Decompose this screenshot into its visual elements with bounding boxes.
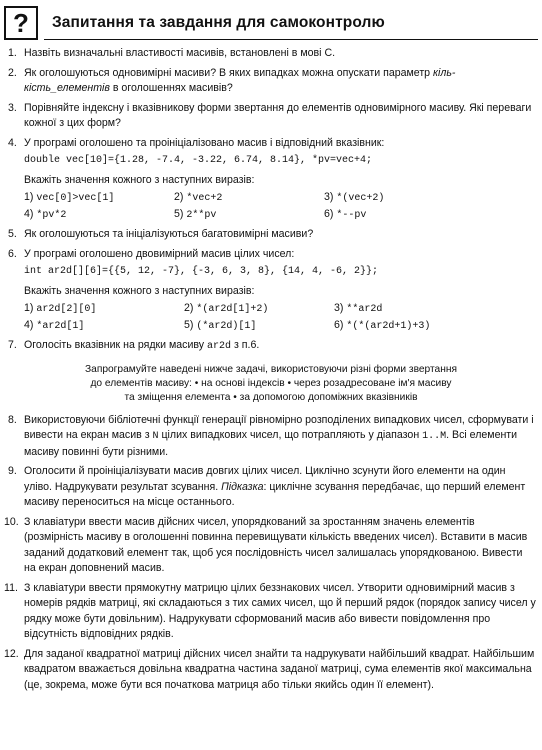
option-expr: *(ar2d[1]+2) bbox=[196, 304, 269, 315]
question-text: У програмі оголошено двовимірний масив цілих чисел: bbox=[24, 247, 295, 260]
expression-options bbox=[0, 190, 542, 223]
question-text: Порівняйте індексну і вказівникову форми звертання до елементів одновимірного масиву. Які переваги кожної з цих форм? bbox=[24, 101, 532, 129]
prompt-text: Вкажіть значення кожного з наступних виразів: bbox=[24, 173, 255, 186]
option-item bbox=[184, 318, 334, 335]
question-text: з п.6. bbox=[231, 339, 260, 351]
question-item bbox=[0, 101, 542, 132]
question-number: 3. bbox=[8, 101, 17, 114]
option-number: 4) bbox=[24, 318, 34, 331]
question-number: 1. bbox=[8, 47, 17, 59]
task-number: 10. bbox=[4, 515, 19, 528]
question-text: Як оголошуються одновимірні масиви? В яких випадках можна опускати параметр bbox=[24, 66, 434, 79]
code-term: N bbox=[152, 431, 159, 442]
option-expr: *--pv bbox=[336, 209, 367, 221]
code-term: 1..M bbox=[422, 431, 447, 442]
option-expr: vec[0]>vec[1] bbox=[36, 193, 115, 204]
option-number: 1) bbox=[24, 302, 34, 314]
option-item bbox=[184, 301, 334, 318]
question-item bbox=[0, 227, 542, 243]
option-number: 5) bbox=[174, 207, 184, 220]
option-expr: *ar2d[1] bbox=[36, 320, 85, 332]
section-header bbox=[4, 6, 538, 42]
question-number: 7. bbox=[8, 339, 17, 351]
parameter-term: кіль- кість_елементів bbox=[24, 66, 456, 94]
question-item bbox=[0, 338, 542, 355]
question-number: 6. bbox=[8, 247, 17, 260]
task-item bbox=[0, 515, 542, 577]
option-expr: *(*(ar2d+1)+3) bbox=[346, 320, 431, 332]
prompt-text: Вкажіть значення кожного з наступних виразів: bbox=[24, 284, 255, 297]
questions-list bbox=[0, 46, 542, 697]
option-expr: ar2d[2][0] bbox=[36, 304, 97, 315]
option-number: 2) bbox=[174, 191, 184, 203]
note-line: до елементів масиву: • на основі індексів • через розадресоване ім'я масиву bbox=[90, 377, 452, 389]
code-term: ar2d bbox=[207, 341, 232, 352]
task-text: Оголосити й проініціалізувати масив довгих цілих чисел. Циклічно зсунути його елементи на один уліво. Надрукувати результат зсування. bbox=[24, 465, 506, 493]
task-number: 8. bbox=[8, 413, 17, 426]
note-line: Запрограмуйте наведені нижче задачі, використовуючи різні форми звертання bbox=[85, 363, 457, 375]
option-item bbox=[324, 190, 474, 207]
task-text: Використовуючи бібліотечні функції генерації рівномірно розподілених випадкових чисел, сформувати і вивести на екран масив з bbox=[24, 413, 534, 441]
option-number: 5) bbox=[184, 318, 194, 331]
question-text: в оголошеннях масивів? bbox=[109, 82, 233, 94]
task-number: 9. bbox=[8, 465, 17, 477]
task-text: З клавіатури ввести прямокутну матрицю цілих беззнакових чисел. Утворити одновимірний масив з номерів рядків матриці, які складаються з тих самих чисел, що й перший рядок (порядок запису чисел у рядку може бути довільним). Надрукувати сформований масив або вивести повідомлення про відсутність відповідних рядків. bbox=[24, 581, 536, 640]
option-expr: 2**pv bbox=[186, 209, 217, 221]
question-item bbox=[0, 136, 542, 152]
task-item bbox=[0, 647, 542, 694]
question-mark-icon: ? bbox=[4, 6, 38, 40]
option-number: 2) bbox=[184, 302, 194, 314]
option-number: 3) bbox=[334, 302, 344, 314]
task-item bbox=[0, 413, 542, 461]
option-number: 1) bbox=[24, 191, 34, 203]
code-snippet: int ar2d[][6]={{5, 12, -7}, {-3, 6, 3, 8}, {14, 4, -6, 2}}; bbox=[24, 266, 379, 277]
option-item bbox=[334, 318, 484, 335]
option-expr: *vec+2 bbox=[186, 193, 223, 204]
task-number: 12. bbox=[4, 647, 19, 660]
expression-options bbox=[0, 301, 542, 334]
code-snippet: double vec[10]={1.28, -7.4, -3.22, 6.74, 8.14}, *pv=vec+4; bbox=[24, 155, 373, 166]
option-item bbox=[24, 190, 174, 207]
option-item bbox=[334, 301, 484, 318]
option-item bbox=[24, 301, 184, 318]
option-item bbox=[24, 207, 174, 224]
option-number: 6) bbox=[334, 318, 344, 331]
task-item bbox=[0, 464, 542, 511]
task-text: : циклічне зсування передбачає, що перший елемент масиву переноситься на місце останнього. bbox=[24, 480, 526, 508]
option-item bbox=[174, 190, 324, 207]
option-number: 3) bbox=[324, 191, 334, 203]
task-text: . Всі елементи масиву повинні бути різними. bbox=[24, 429, 518, 458]
option-expr: **ar2d bbox=[346, 304, 383, 315]
task-number: 11. bbox=[4, 581, 18, 594]
question-number: 4. bbox=[8, 136, 17, 149]
question-text: Оголосіть вказівник на рядки масиву bbox=[24, 339, 208, 351]
task-text: З клавіатури ввести масив дійсних чисел, упорядкований за зростанням значень елементів (розмірність масиву в оголошенні повинна перевищувати кількість введених чисел). Вставити в масив заданий додатковий елемент так, щоб уся послідовність чисел залишалась упорядкованою. Вивести на екран доповнений масив. bbox=[24, 515, 528, 574]
question-text: Як оголошуються та ініціалізуються багатовимірні масиви? bbox=[24, 228, 314, 240]
instruction-note bbox=[10, 363, 532, 405]
task-text: Для заданої квадратної матриці дійсних чисел знайти та надрукувати найбільший квадрат. Найбільшим квадратом вважається довільна квадратна частина заданої матриці, сума елементів якої максимальна (це, зокрема, може бути вся початкова матриця або тільки якийсь один її елемент). bbox=[24, 647, 535, 691]
option-expr: *pv*2 bbox=[36, 209, 67, 221]
hint-label: Підказка bbox=[221, 480, 264, 493]
section-title: Запитання та завдання для самоконтролю bbox=[52, 14, 385, 31]
question-prompt bbox=[0, 173, 542, 189]
option-number: 6) bbox=[324, 207, 334, 220]
question-item bbox=[0, 247, 542, 263]
option-item bbox=[174, 207, 324, 224]
question-text: У програмі оголошено та проініціалізовано масив і відповідний вказівник: bbox=[24, 136, 385, 149]
header-rule bbox=[44, 39, 538, 40]
option-number: 4) bbox=[24, 207, 34, 220]
note-line: та зміщення елемента • за допомогою допоміжних вказівників bbox=[124, 391, 418, 403]
task-text: цілих випадкових чисел, що потрапляють у діапазон bbox=[158, 429, 423, 441]
option-expr: (*ar2d)[1] bbox=[196, 320, 257, 332]
option-item bbox=[24, 318, 184, 335]
question-prompt bbox=[0, 284, 542, 300]
option-item bbox=[324, 207, 474, 224]
question-item bbox=[0, 66, 542, 97]
question-number: 2. bbox=[8, 66, 17, 79]
question-item bbox=[0, 46, 542, 62]
question-text: Назвіть визначальні властивості масивів, встановлені в мові С. bbox=[24, 47, 336, 59]
question-number: 5. bbox=[8, 228, 17, 240]
task-item bbox=[0, 581, 542, 643]
option-expr: *(vec+2) bbox=[336, 193, 385, 204]
